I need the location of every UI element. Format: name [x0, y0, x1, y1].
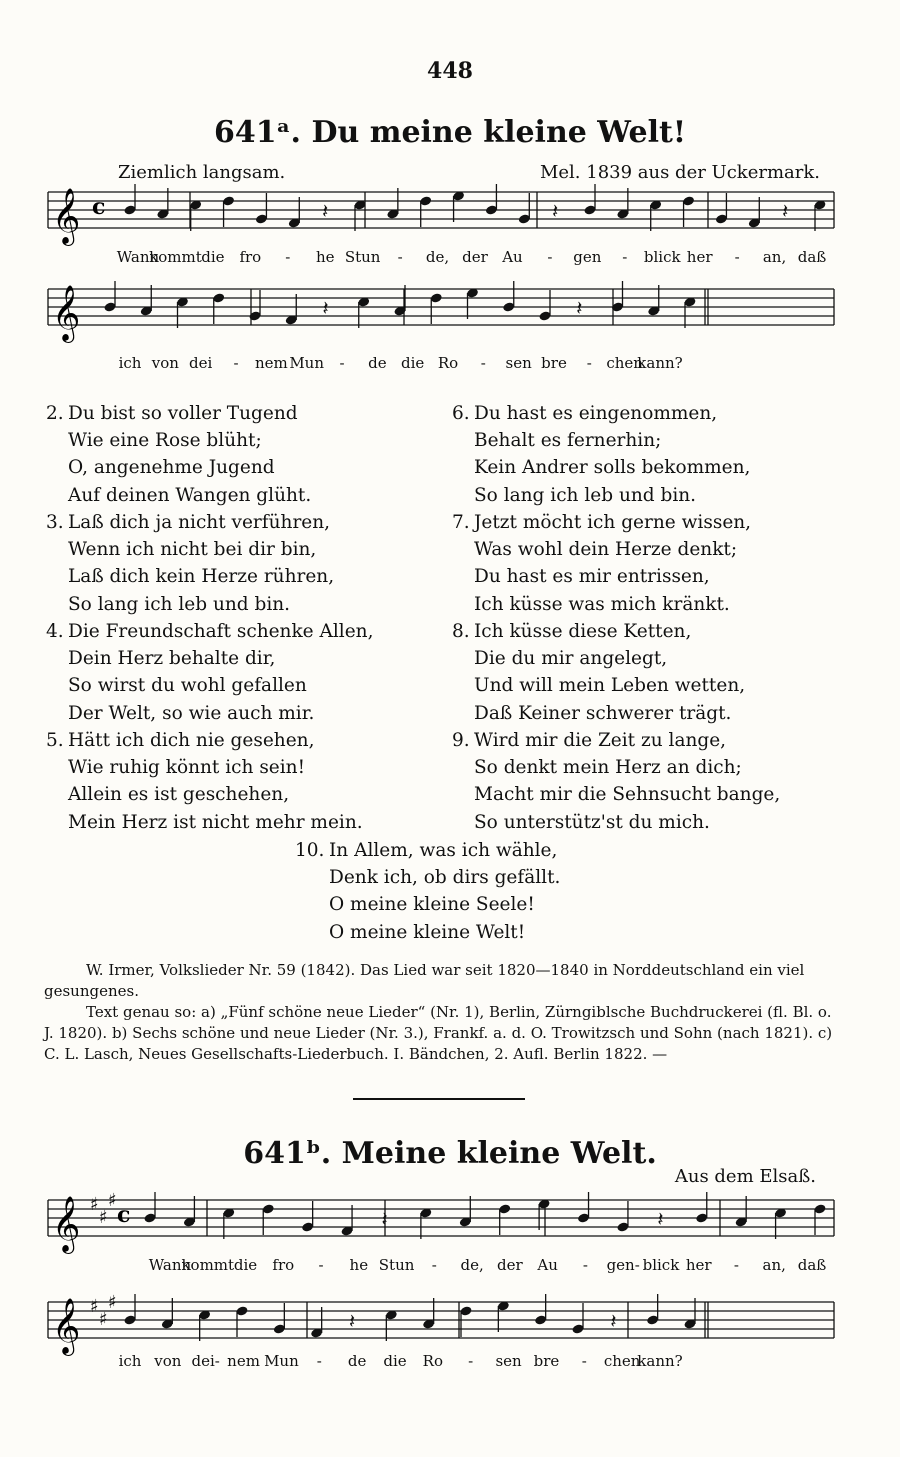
page-number: 448	[427, 58, 473, 84]
lyric-syllable: gen-	[606, 1256, 640, 1274]
key-signature-icon	[90, 1190, 117, 1228]
lyric-syllable: Ro	[437, 354, 459, 372]
lyric-syllable: an,	[762, 248, 787, 266]
lyric-syllable: kann?	[637, 1352, 683, 1370]
source-note: Text genau so: a) „Fünf schöne neue Lieder“ (Nr. 1), Berlin, Zürngiblsche Buchdruckerei (fl. Bl. o. J. 1820). b) Sechs schöne und neue Lieder (Nr. 3.), Frankf. a. d. O. Trowitzsch und Sohn (nach 1821). c) C. L. Lasch, Neues Gesellschafts-Liederbuch. I. Bändchen, 2. Aufl. Berlin 1822. —	[44, 1003, 833, 1063]
song-b-lyrics-2	[0, 1352, 900, 1372]
lyric-syllable: de,	[460, 1256, 484, 1274]
verse-line: In Allem, was ich wähle,	[329, 840, 558, 861]
verse-line: Macht mir die Sehnsucht bange,	[474, 784, 781, 806]
treble-clef-icon: 𝄞	[52, 1196, 81, 1252]
lyric-syllable: dei-	[191, 1352, 220, 1370]
lyric-syllable: -	[339, 354, 345, 372]
verse-number: 9.	[452, 730, 470, 751]
song-b-lyrics-1	[0, 1256, 900, 1276]
lyric-syllable: Mun	[264, 1352, 299, 1370]
lyric-syllable: Stun	[344, 248, 381, 266]
verse-line: Du bist so voller Tugend	[68, 403, 298, 424]
verse-line: Wie eine Rose blüht;	[68, 430, 262, 452]
song-a-staff-1	[40, 180, 840, 250]
lyric-syllable: blick	[643, 248, 681, 266]
lyric-syllable: -	[586, 354, 592, 372]
sharp-icon: ♯	[90, 1296, 99, 1317]
verse-number: 10.	[295, 840, 325, 861]
verse-line: Du hast es mir entrissen,	[474, 566, 710, 588]
verse-line: So unterstütz'st du mich.	[474, 811, 710, 833]
verse-number: 8.	[452, 621, 470, 642]
treble-clef-icon: 𝄞	[52, 285, 81, 341]
verse-line: So lang ich leb und bin.	[68, 593, 291, 615]
verse-line: Laß dich kein Herze rühren,	[68, 566, 335, 588]
time-signature-icon: c	[92, 194, 106, 220]
lyric-syllable: -	[285, 248, 291, 266]
verse	[68, 400, 311, 509]
verse-number: 4.	[46, 621, 64, 642]
lyric-syllable: der	[462, 248, 488, 266]
verse-number: 7.	[452, 512, 470, 533]
lyric-syllable: -	[468, 1352, 474, 1370]
rest-icon: 𝄽	[610, 1309, 617, 1333]
section-divider	[353, 1098, 525, 1100]
verse-line: Du hast es eingenommen,	[474, 403, 718, 424]
rest-icon: 𝄽	[552, 199, 559, 223]
lyric-syllable: die	[401, 354, 425, 372]
lyric-syllable: Wann	[148, 1256, 192, 1274]
lyric-syllable: die	[233, 1256, 258, 1274]
verse-line: Auf deinen Wangen glüht.	[68, 484, 312, 506]
song-b-staff-2	[40, 1290, 840, 1360]
lyric-syllable: de	[347, 1352, 367, 1370]
lyric-syllable: he	[349, 1256, 369, 1274]
song-b-staff-1	[40, 1188, 840, 1258]
lyric-syllable: her	[685, 1256, 712, 1274]
song-a-melody-source: Mel. 1839 aus der Uckermark.	[539, 162, 820, 183]
verse-line: Daß Keiner schwerer trägt.	[474, 702, 732, 724]
lyric-syllable: nem	[254, 354, 288, 372]
lyric-syllable: chen	[603, 1352, 641, 1370]
song-a-lyrics-1	[0, 248, 900, 268]
lyric-syllable: gen	[573, 248, 602, 266]
lyric-syllable: -	[431, 1256, 437, 1274]
lyric-syllable: -	[397, 248, 403, 266]
verse-line: O meine kleine Welt!	[329, 921, 526, 943]
verse-line: So wirst du wohl gefallen	[68, 675, 307, 697]
lyric-syllable: Au	[537, 1256, 558, 1274]
song-a-tempo: Ziemlich langsam.	[118, 162, 286, 183]
verses-left-column	[46, 400, 426, 833]
verse	[474, 727, 780, 836]
lyric-syllable: -	[316, 1352, 322, 1370]
verse-line: Wenn ich nicht bei dir bin,	[68, 539, 317, 561]
key-signature-icon	[90, 1292, 117, 1330]
sharp-icon: ♯	[108, 1190, 117, 1211]
lyric-syllable: sen	[505, 354, 532, 372]
verse	[68, 618, 373, 727]
verse-line: Was wohl dein Herze denkt;	[474, 539, 738, 561]
verse	[474, 509, 751, 618]
lyric-syllable: von	[151, 354, 179, 372]
verse-line: So denkt mein Herz an dich;	[474, 757, 742, 779]
lyric-syllable: -	[582, 1256, 588, 1274]
lyric-syllable: Stun	[378, 1256, 415, 1274]
lyric-syllable: nem	[227, 1352, 260, 1370]
lyric-syllable: bre	[533, 1352, 560, 1370]
lyric-syllable: ich	[118, 1352, 142, 1370]
rest-icon: 𝄽	[322, 199, 329, 223]
rest-icon: 𝄽	[576, 296, 583, 320]
rest-icon: 𝄽	[349, 1309, 356, 1333]
verse-line: Behalt es fernerhin;	[474, 430, 662, 452]
lyric-syllable: Au	[502, 248, 523, 266]
verse-line: Ich küsse was mich kränkt.	[474, 593, 730, 615]
verse-line: Ich küsse diese Ketten,	[474, 621, 692, 642]
verse-number: 5.	[46, 730, 64, 751]
lyric-syllable: Wann	[116, 248, 160, 266]
lyric-syllable: -	[480, 354, 486, 372]
source-note: W. Irmer, Volkslieder Nr. 59 (1842). Das Lied war seit 1820—1840 in Norddeutschland ein viel gesungenes.	[44, 961, 805, 1000]
song-b-melody-source: Aus dem Elsaß.	[674, 1166, 816, 1187]
verse	[474, 618, 745, 727]
verse-line: Dein Herz behalte dir,	[68, 648, 276, 670]
verse-line: Wie ruhig könnt ich sein!	[68, 757, 306, 779]
verse-line: Hätt ich dich nie gesehen,	[68, 730, 315, 751]
verse-line: Die Freundschaft schenke Allen,	[68, 621, 374, 642]
verse-line: Die du mir angelegt,	[474, 648, 668, 670]
time-signature-icon: c	[117, 1202, 131, 1228]
lyric-syllable: kommt	[181, 1256, 235, 1274]
source-notes	[44, 960, 840, 1065]
verse	[474, 400, 750, 509]
verse-line: O, angenehme Jugend	[68, 457, 275, 479]
lyric-syllable: fro	[239, 248, 262, 266]
lyric-syllable: sen	[495, 1352, 522, 1370]
rest-icon: 𝄽	[322, 296, 329, 320]
verse-line: Laß dich ja nicht verführen,	[68, 512, 331, 533]
lyric-syllable: -	[233, 354, 239, 372]
lyric-syllable: kann?	[637, 354, 683, 372]
lyric-syllable: -	[581, 1352, 587, 1370]
lyric-syllable: dei	[189, 354, 213, 372]
verse-number: 2.	[46, 403, 64, 424]
lyric-syllable: daß	[797, 1256, 827, 1274]
verse-line: Wird mir die Zeit zu lange,	[474, 730, 727, 751]
verse-line: Mein Herz ist nicht mehr mein.	[68, 811, 363, 833]
lyric-syllable: von	[154, 1352, 182, 1370]
lyric-syllable: fro	[272, 1256, 295, 1274]
lyric-syllable: die	[383, 1352, 407, 1370]
lyric-syllable: -	[318, 1256, 324, 1274]
lyric-syllable: -	[733, 1256, 740, 1274]
lyric-syllable: chen	[606, 354, 643, 372]
verse-line: So lang ich leb und bin.	[474, 484, 697, 506]
verse	[68, 509, 334, 618]
verse-line: Jetzt möcht ich gerne wissen,	[474, 512, 752, 533]
sharp-icon: ♯	[90, 1194, 99, 1215]
song-b-title: 641ᵇ. Meine kleine Welt.	[243, 1136, 657, 1171]
verse-number: 3.	[46, 512, 64, 533]
lyric-syllable: ich	[118, 354, 142, 372]
lyric-syllable: die	[201, 248, 225, 266]
verse-line: Denk ich, ob dirs gefällt.	[329, 867, 561, 889]
lyric-syllable: he	[315, 248, 335, 266]
verse-number: 6.	[452, 403, 470, 424]
rest-icon: 𝄽	[381, 1207, 388, 1231]
lyric-syllable: -	[734, 248, 740, 266]
verse	[68, 727, 363, 836]
sharp-icon: ♯	[99, 1309, 108, 1330]
lyric-syllable: her	[686, 248, 713, 266]
sharp-icon: ♯	[99, 1207, 108, 1228]
verse-10	[295, 837, 695, 952]
lyric-syllable: an,	[762, 1256, 786, 1274]
verse-line: Der Welt, so wie auch mir.	[68, 702, 315, 724]
lyric-syllable: daß	[797, 248, 827, 266]
lyric-syllable: -	[622, 248, 628, 266]
treble-clef-icon: 𝄞	[52, 1298, 81, 1354]
sharp-icon: ♯	[108, 1292, 117, 1313]
lyric-syllable: Ro	[422, 1352, 444, 1370]
verse-line: Allein es ist geschehen,	[68, 784, 290, 806]
lyric-syllable: -	[547, 248, 553, 266]
song-a-staff-2	[40, 277, 840, 347]
verse-line: Und will mein Leben wetten,	[474, 675, 746, 697]
rest-icon: 𝄽	[782, 199, 789, 223]
verses-right-column	[452, 400, 852, 833]
lyric-syllable: der	[497, 1256, 523, 1274]
verse-line: Kein Andrer solls bekommen,	[474, 457, 751, 479]
rest-icon: 𝄽	[657, 1207, 664, 1231]
lyric-syllable: de	[368, 354, 387, 372]
lyric-syllable: de,	[425, 248, 450, 266]
lyric-syllable: bre	[541, 354, 567, 372]
lyric-syllable: kommt	[149, 248, 202, 266]
verse-line: O meine kleine Seele!	[329, 894, 535, 916]
lyric-syllable: Mun	[289, 354, 324, 372]
song-a-title: 641ᵃ. Du meine kleine Welt!	[213, 115, 687, 150]
treble-clef-icon: 𝄞	[52, 188, 81, 244]
lyric-syllable: blick	[642, 1256, 680, 1274]
song-a-lyrics-2	[0, 354, 900, 374]
